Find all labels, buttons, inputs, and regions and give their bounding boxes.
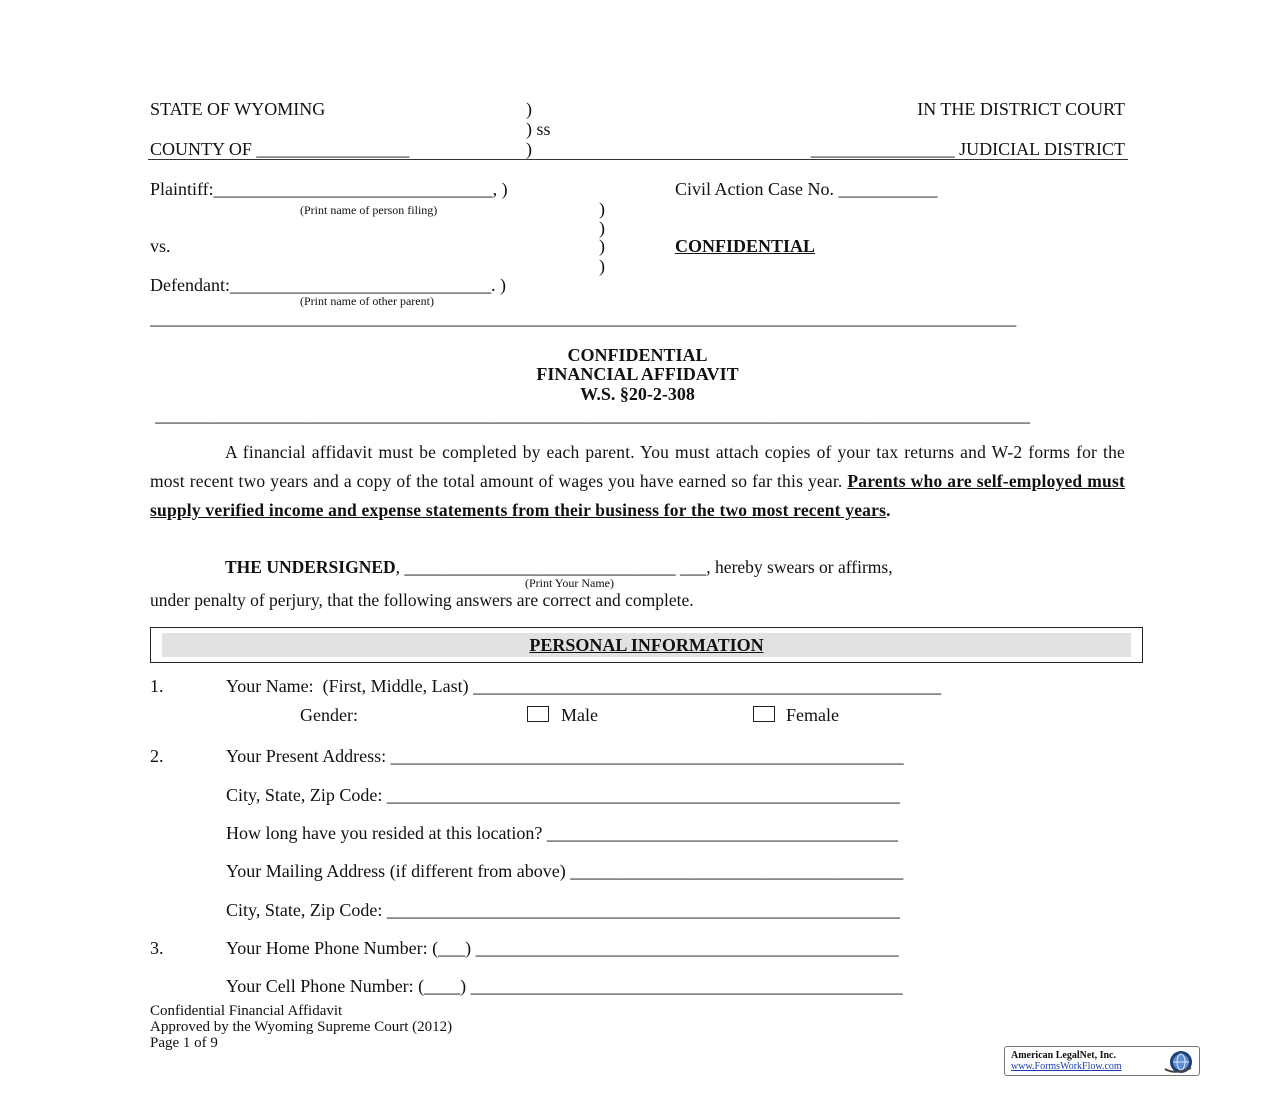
- caption-paren: ): [599, 199, 605, 219]
- female-checkbox[interactable]: [753, 706, 775, 722]
- male-label: Male: [561, 705, 598, 725]
- judicial-district-field[interactable]: ________________ JUDICIAL DISTRICT: [810, 139, 1125, 159]
- plaintiff-field[interactable]: Plaintiff:_______________________________, ): [150, 179, 508, 199]
- present-address-field[interactable]: Your Present Address: _________________________________________________________: [226, 746, 904, 766]
- case-number-field[interactable]: Civil Action Case No. ___________: [675, 179, 938, 199]
- caption-ss: ) ss: [526, 119, 551, 139]
- title-statute: W.S. §20-2-308: [580, 384, 695, 404]
- name-field[interactable]: Your Name: (First, Middle, Last) ____________________________________________________: [226, 676, 942, 696]
- title-confidential: CONFIDENTIAL: [567, 345, 708, 365]
- defendant-field[interactable]: Defendant:_____________________________. ): [150, 275, 506, 295]
- confidential-label: CONFIDENTIAL: [675, 236, 816, 256]
- section-header-box: [150, 627, 1143, 663]
- footer-approval: Approved by the Wyoming Supreme Court (2012): [150, 1019, 453, 1035]
- item-number: 3.: [150, 938, 164, 958]
- gender-label: Gender:: [300, 705, 358, 725]
- versus-label: vs.: [150, 236, 171, 256]
- title-divider: ____________________________________________________________________________________________________: [155, 405, 1030, 425]
- title-financial-affidavit: FINANCIAL AFFIDAVIT: [536, 364, 739, 384]
- caption-paren: ): [599, 236, 605, 256]
- self-employed-notice: Parents who are self-employed must supply verified income and expense statements from their business for the two most recent years: [150, 471, 1125, 520]
- footer-page-number: Page 1 of 9: [150, 1035, 218, 1051]
- caption-paren: ): [599, 218, 605, 238]
- caption-paren: ): [526, 139, 532, 159]
- caption-paren: ): [526, 99, 532, 119]
- female-label: Female: [786, 705, 839, 725]
- print-name-hint: (Print Your Name): [525, 576, 614, 590]
- plaintiff-hint: (Print name of person filing): [300, 203, 438, 217]
- male-checkbox[interactable]: [527, 706, 549, 722]
- parties-divider: ___________________________________________________________________________________________________: [150, 308, 1017, 328]
- badge-company-name: American LegalNet, Inc.: [1011, 1050, 1116, 1061]
- city-state-zip-field[interactable]: City, State, Zip Code: _________________________________________________________: [226, 785, 900, 805]
- home-phone-field[interactable]: Your Home Phone Number: (___) _______________________________________________: [226, 938, 899, 958]
- cell-phone-field[interactable]: Your Cell Phone Number: (____) ________________________________________________: [226, 976, 903, 996]
- undersigned-name-field[interactable]: , _______________________________ ___, hereby swears or affirms,: [395, 557, 893, 577]
- caption-rule: [148, 159, 1128, 160]
- penalty-statement: under penalty of perjury, that the following answers are correct and complete.: [150, 590, 694, 610]
- state-caption: STATE OF WYOMING: [150, 99, 326, 119]
- undersigned-line: [225, 556, 893, 578]
- item-number: 1.: [150, 676, 164, 696]
- undersigned-label: THE UNDERSIGNED: [225, 557, 396, 577]
- mailing-address-field[interactable]: Your Mailing Address (if different from above) _____________________________________: [226, 861, 904, 881]
- item-number: 2.: [150, 746, 164, 766]
- footer-form-name: Confidential Financial Affidavit: [150, 1003, 343, 1019]
- section-heading: PERSONAL INFORMATION: [162, 633, 1131, 657]
- court-caption: IN THE DISTRICT COURT: [917, 99, 1125, 119]
- residence-duration-field[interactable]: How long have you resided at this location? _______________________________________: [226, 823, 898, 843]
- intro-text: A financial affidavit must be completed by each parent. You must attach copies of your tax returns and W-2 forms for the most recent two years and a copy of the total amount of wages you have earned so far this year.: [150, 442, 1125, 491]
- intro-paragraph: [150, 438, 1125, 525]
- badge-website-link[interactable]: www.FormsWorkFlow.com: [1011, 1061, 1122, 1072]
- caption-paren: ): [599, 256, 605, 276]
- intro-period: .: [886, 500, 891, 520]
- globe-logo-icon: [1161, 1049, 1195, 1075]
- american-legalnet-badge[interactable]: [1004, 1046, 1200, 1076]
- mailing-city-state-zip-field[interactable]: City, State, Zip Code: _________________________________________________________: [226, 900, 900, 920]
- county-field[interactable]: COUNTY OF _________________: [150, 139, 410, 159]
- defendant-hint: (Print name of other parent): [300, 294, 434, 308]
